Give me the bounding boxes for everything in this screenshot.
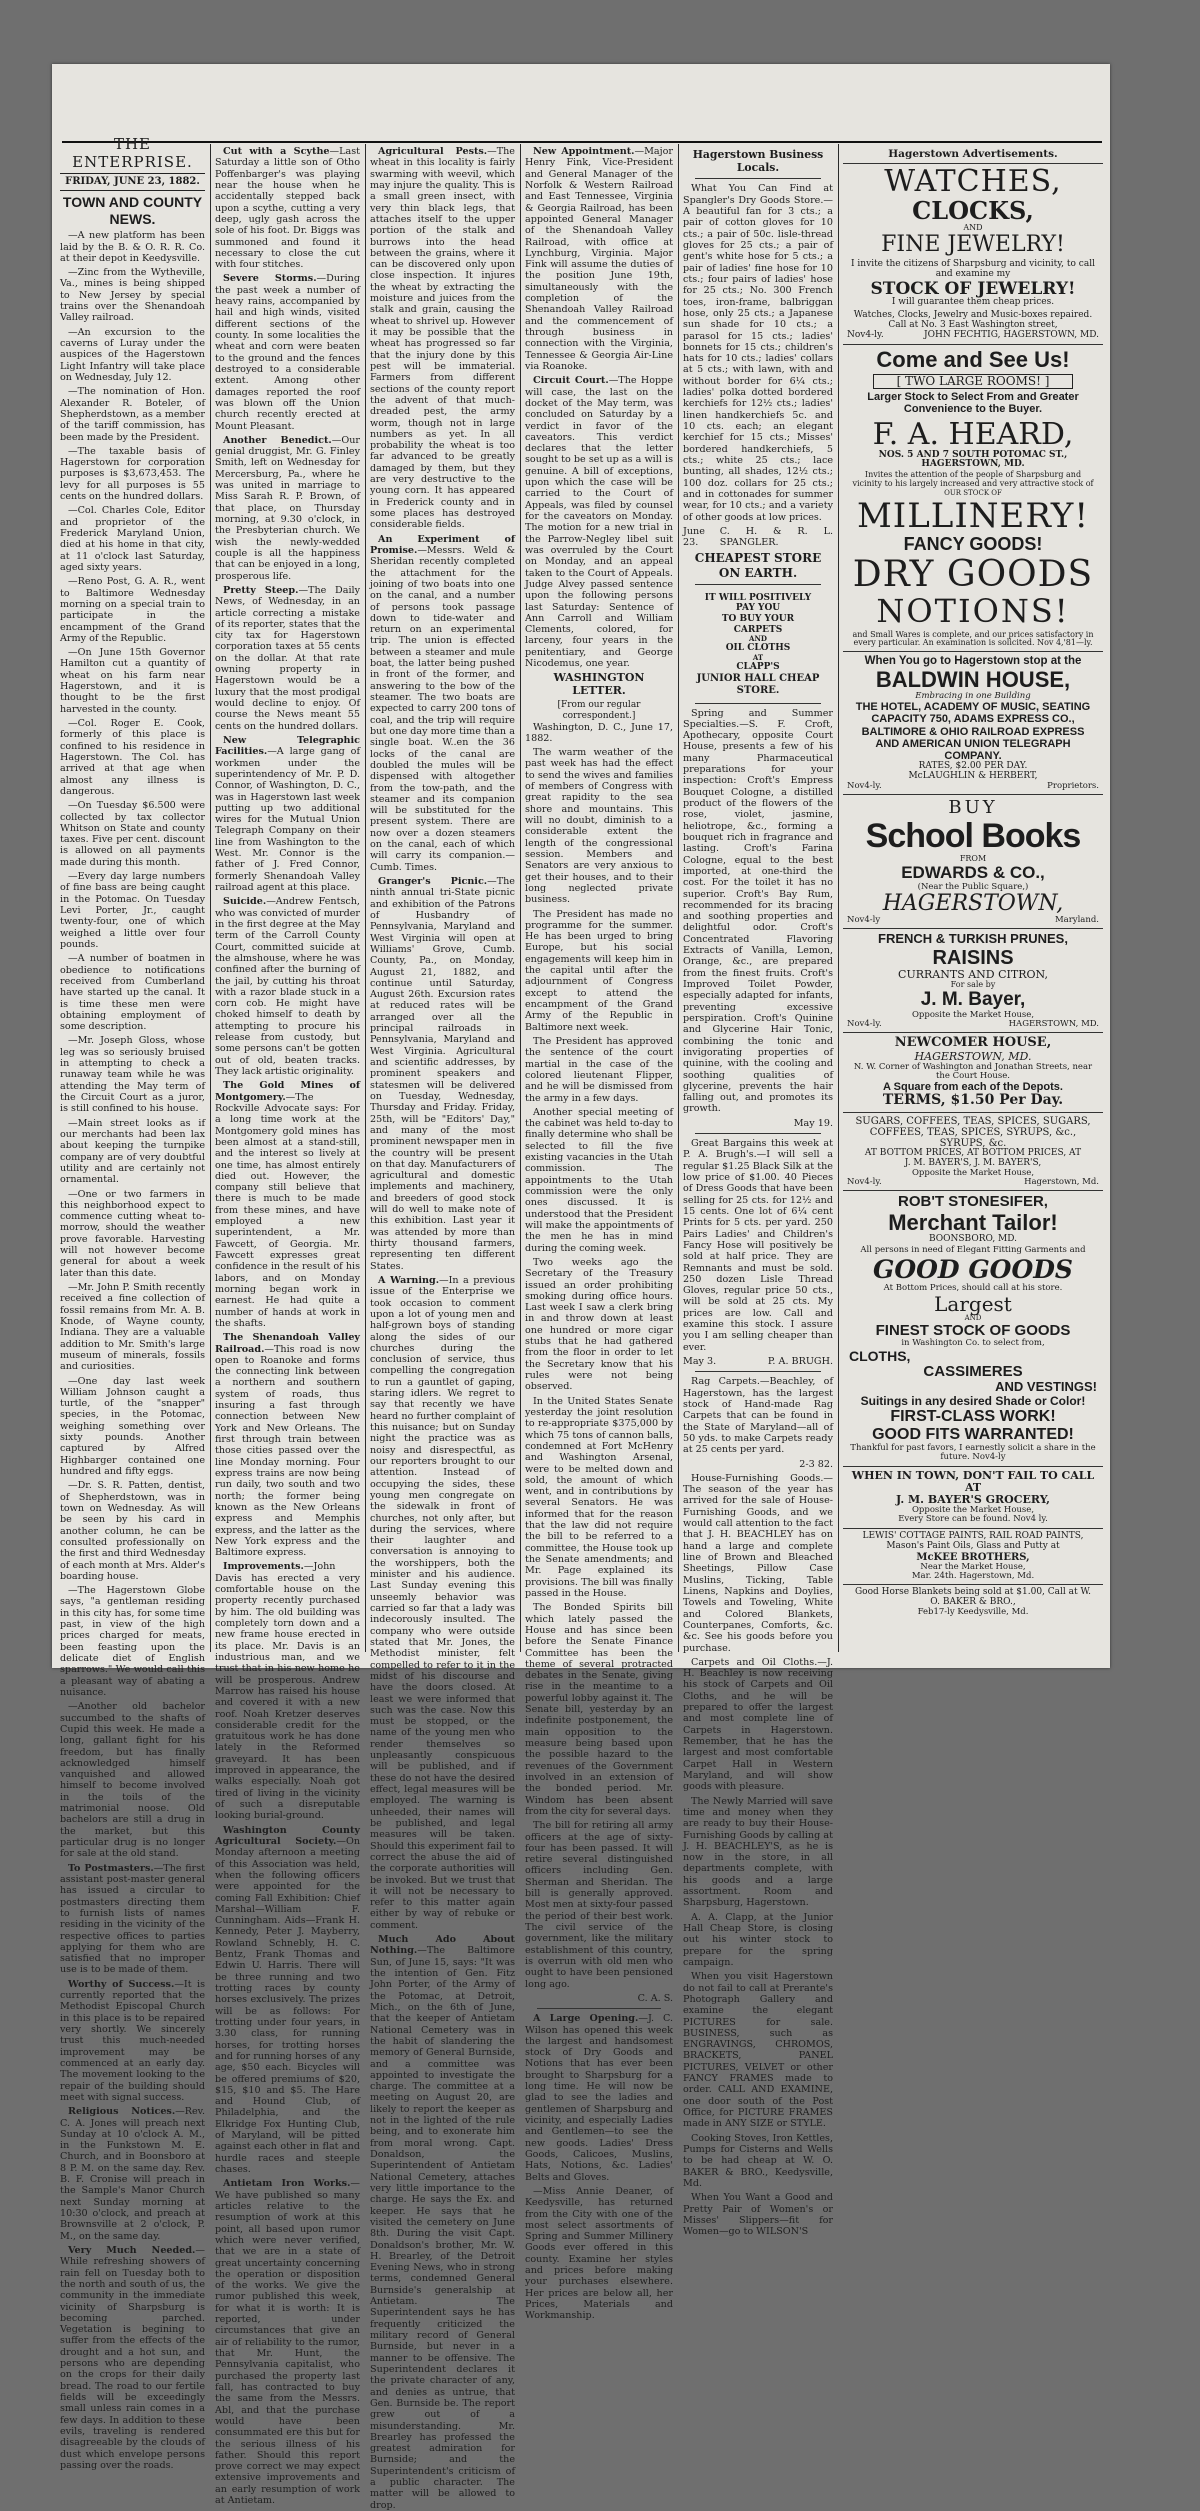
- top-rule: [62, 141, 1102, 143]
- article-heading: Another Benedict.: [223, 434, 332, 446]
- article: [215, 896, 360, 1077]
- article-heading: New Appointment.: [533, 146, 635, 157]
- article: [370, 876, 515, 1272]
- article-heading: New Telegraphic Facilities.: [215, 734, 360, 758]
- newspaper-page: [52, 64, 1110, 2511]
- column-rule: [520, 144, 521, 1652]
- article-body: —In a previous issue of the Enterprise we took occasion to comment upon a lot of young men and half-grown boys of standing along the sides of our churches during the conclusion of service, thus compelling the congregation to run a gauntlet of gaping, staring idlers. We regret to say that recently we have heard no further complaint of this nuisance; but on Sunday night the practice was as noisy and disrespectful, as our reporters brought to our attention. Instead of occupying the sides, these young men congregate on the sidewalk in front of churches, not only after, but during the services, where their laughter and conversation is annoying to the worshippers, both the minister and his audience. Last Sunday evening this unseemly behavior was carried so far that a lady was indecorously insulted. The company who were outside stated that Mr. Jones, the Methodist minister, felt compelled to refer to it in the midst of his discourse and have the doors closed. At least we were informed that such was the case. Now this must be stopped, or the name of the young men who render themselves so unpleasantly conspicuous will be published, and if these do not have the desired effect, legal measures will be employed. The warning is unheeded, their names will be published, and legal measures will be taken. Should this experiment fail to correct the abuse the aid of the corporate authorities will be invoked. But we trust that it will not be necessary to refer to this matter again either by way of rebuke or comment.: [370, 1274, 516, 1931]
- column-rule: [365, 144, 366, 1652]
- article-heading: Severe Storms.: [223, 273, 317, 285]
- column-1: [60, 135, 206, 2471]
- locals-title: Hagerstown Business Locals.: [692, 148, 824, 174]
- article-body: —On Monday afternoon a meeting of this Association was held, when the following officers were appointed for the coming Fall Exhibition: Chief Marshal—William F. Cunningham. Aids—Frank H. Kennedy, Peter J. Mayberry, Rowland Schnebly, H. C. Bentz, Frank Thomas and Edwin U. Harris. There will be three running and two trotting races by county horses exclusively. The prizes will be as follows: For trotting under four years, in 3.30 class, for running horses, for trotting horses and for running horses of any age, $50 each. Bicycles will be offered premiums of $20, $15, $10 and $5. The Hare and Hound Club, of Philadelphia, and the Elkridge Fox Hunting Club, of Maryland, will be pitted against each other in flat and hurdle races and steeple chases.: [215, 1835, 360, 2175]
- article-heading: Cut with a Scythe: [223, 146, 330, 157]
- article-body: —The Rockville Advocate says: For a long time work at the Montgomery gold mines has been almost at a stand-still, and the interest so lively at one time, has almost entirely died out. However, the company still believe that there is much to be made from these mines, and have employed a new superintendent, a Mr. Fawcett, of Georgia. Mr. Fawcett expresses great confidence in the result of his labors, and on Monday morning began work in earnest. He had quite a number of hands at work in the shafts.: [215, 1091, 360, 1329]
- article-body: —Messrs. Weld & Sheridan recently completed the attachment for the joining of two boats into one on the canal, and a number of persons took passage down to tide-water and return on an experimental trip. The union is effected between a steamer and mule boat, the latter being pushed in front of the former, and answering to the bow of the steamer. The two boats are expected to carry 200 tons of coal, and the trip will require but one day more time than a single boat. W..en the 36 locks of the canal are doubled the mules will be dispensed with altogether from the tow-path, and the steamer and its companion will be substituted for the present system. There are now over a dozen steamers on the canal, each of which will carry its companion.—Cumb. Times.: [370, 544, 515, 873]
- school-books-headline: School Books: [865, 816, 1081, 855]
- article: The President has approved the sentence of the court martial in the case of the colored lieutenant Flipper, and he will be dismissed from the army in a few days.: [525, 1035, 673, 1104]
- local-item: When You Want a Good and Pretty Pair of Women's or Misses' Slippers—fit for Women—go to WILSON'S: [683, 2192, 833, 2238]
- local-item: Carpets and Oil Cloths.—J. H. Beachley is now receiving his stock of Carpets and Oil Cloths, and he will be prepared to offer the largest and most complete line of Carpets in Hagerstown. Remember, that he has the largest and most comfortable Carpet Hall in Western Maryland, and will show goods with pleasure.: [683, 1656, 833, 1793]
- article: [215, 1561, 360, 1821]
- article-heading: Improvements.: [223, 1561, 304, 1573]
- article-body: —We have published so many articles relative to the resumption of work at this point, all based upon rumor which were never verified, that we are in a state of great uncertainty concerning the operation or disposition of the works. We give the rumor published this week, for what it is worth: It is reported, under circumstances that give an air of reliability to the rumor, that Mr. Hunt, the Pennsylvania capitalist, who purchased the property last fall, has contracted to buy the same from the Messrs. Abl, and that the purchase would have been consummated ere this but for the serious illness of his father. Should this report prove correct we may expect extensive improvements and an early resumption of work at Antietam.: [215, 2178, 360, 2507]
- column-3: [370, 146, 516, 2511]
- article-body: —The wheat in this locality is fairly swarming with weevil, which may injure the quality. This is a small green insect, with very thin black legs, that attaches itself to the upper portion of the stalk and burrows into the head between the grains, where it can be discovered only upon close inspection. It injures the wheat by extracting the moisture and juices from the stalk and grain, causing the wheat to shrivel up. However it may be possible that the wheat has progressed so far that the injury done by this pest will be immaterial. Farmers from different sections of the county report the advent of that much-dreaded pest, the army worm, though not in large numbers as yet. In all probability the wheat is too far advanced to be greatly damaged by them, but they are very destructive to the young corn. It has appeared in Frederick county and in some places has destroyed considerable fields.: [370, 146, 515, 531]
- article-body: —Our genial druggist, Mr. G. Finley Smith, left on Wednesday for Mercersburg, Pa., where he was united in marriage to Miss Sarah R. P. Brown, of that place, on Thursday morning, at 9.30 o'clock, in the Presbyterian church. We wish the newly-wedded couple is all the happiness that can be enjoyed in a long, prosperous life.: [215, 434, 360, 582]
- letter-dateline: Washington, D. C., June 17, 1882.: [525, 721, 673, 744]
- article: —Zinc from the Wytheville, Va., mines is being shipped to New Jersey by special trains over the Shenandoah Valley railroad.: [60, 267, 205, 324]
- local-item: House-Furnishing Goods.—The season of the year has arrived for the sale of House-Furnishing Goods, and we would call attention to the fact that J. H. BEACHLEY has on hand a large and complete line of Brown and Bleached Sheetings, Pillow Case Muslins, Ticking, Table Linens, Napkins and Doylies, Towels and Toweling, White and Colored Blankets, Counterpanes, Comforts, &c. &c. See his goods before you purchase.: [683, 1472, 833, 1654]
- article-heading: Antietam Iron Works.: [223, 2178, 351, 2190]
- article-heading: Agricultural Pests.: [378, 146, 488, 157]
- column-rule: [838, 144, 839, 1652]
- article: Two weeks ago the Secretary of the Treasury issued an order prohibiting smoking during office hours. Last week I saw a clerk bring in and throw down at least one hundred or more cigar stubs that he had gathered from the floor in order to let the Secretary know that his rules were not being observed.: [525, 1256, 673, 1393]
- local-item: When you visit Hagerstown do not fail to call at Prerante's Photograph Gallery and examine the elegant PICTURES for sale. BUSINESS, such as ENGRAVINGS, CHROMOS, BRACKETS, PANEL PICTURES, VELVET or other FANCY FRAMES made to order. CALL AND EXAMINE, one door south of the Post Office, for PICTURE FRAMES made in ANY SIZE or STYLE.: [683, 1971, 833, 2130]
- section-title: TOWN AND COUNTY NEWS.: [62, 194, 203, 227]
- article-body: —The Hoppe will case, the last on the docket of the May term, was concluded on Saturday by a verdict in favor of the caveators. This verdict declares that the letter sought to be set up as a will is genuine. A bill of exceptions, upon which the case will be carried to the Court of Appeals, was filed by counsel for the caveators on Monday. The motion for a new trial in the Parrow-Negley libel suit was overruled by the Court on Monday, and an appeal taken to the Court of Appeals. Judge Alvey passed sentence upon the following persons last Saturday: Sentence of Ann Carroll and William Clements, colored, for larceny, four years in the penitentiary, and George Nicodemus, one year.: [525, 375, 673, 670]
- article: [215, 2178, 360, 2506]
- article: —Miss Annie Deaner, of Keedysville, has returned from the City with one of the most select assortments of Spring and Summer Millinery Goods ever offered in this county. Examine her styles and prices before making your purchases elsewhere. Her prices are below all, her Prices, Materials and Workmanship.: [525, 2185, 673, 2322]
- article: Another special meeting of the cabinet was held to-day to finally determine who shall be selected to fill the five existing vacancies in the Utah commission. The appointments to the Utah commission were the only ones discussed. It is understood that the President will make the appointments of the men he has in mind during the coming week.: [525, 1106, 673, 1254]
- letter-signature: C. A. S.: [637, 1992, 673, 2004]
- article-body: —The Daily News, of Wednesday, in an article correcting a mistake of its reporter, states that the city tax for Hagerstown corporation taxes at 55 cents on the dollar. At that rate owning property in Hagerstown would be a luxury that the most prodigal would decline to enjoy. Of course the News meant 55 cents on the hundred dollars.: [215, 584, 360, 732]
- article: —Main street looks as if our merchants had been lax about keeping the turnpike company are of very doubtful utility and are certainly not ornamental.: [60, 1117, 205, 1186]
- column-4: [525, 146, 673, 2322]
- article-body: —The Baltimore Sun, of June 15, says: "It was the intention of Gen. Fitz John Porter, of the Army of the Potomac, at Detroit, Mich., on the 6th of June, that the keeper of Antietam National Cemetery was in the habit of slandering the memory of General Burnside, and a committee was appointed to investigate the charge. The committee at a meeting on August 20, are likely to report the keeper as not in the lighted of the rule being, and to exonerate him from moral wrong. Capt. Donaldson, the Superintendent of Antietam National Cemetery, attaches very little importance to the charge. He says the Ex. and keeper. He says that he visited the cemetery on June 8th. During the visit Capt. Donaldson's brother, Mr. W. H. Brearley, of the Detroit Evening News, who in strong terms, condemned General Burnside's generalship at Antietam. The Superintendent says he has frequently criticized the military record of General Burnside, but never in a manner to be offensive. The Superintendent declares it the private character of any, and denies as untrue, that Gen. Burnside be. The report grew out of a misunderstanding. Mr. Brearley has professed the greatest admiration for Burnside; and the Superintendent's criticism of a public character. The matter will be allowed to drop.: [370, 1945, 515, 2511]
- article: —One day last week William Johnson caught a turtle, of the "snapper" species, in the Potomac, weighing something over sixty pounds. Another captured by Alfred Highbarger contained one hundred and fifty eggs.: [60, 1375, 205, 1478]
- article-heading: The Shenandoah Valley Railroad.: [215, 1332, 360, 1355]
- article-heading: Much Ado About Nothing.: [370, 1934, 515, 1957]
- article: Worthy of Success.—It is currently reported that the Methodist Episcopal Church in this place is to be repaired very shortly. We sincerely trust this much-needed improvement may be commenced at an early day. The movement looking to the repair of the building should meet with signal success.: [60, 1978, 206, 2103]
- article-heading: A Warning.: [378, 1274, 440, 1286]
- article: The President has made no programme for the summer. He has been urged to bring Europe, but his social engagements will keep him in the capital until after the adjournment of Congress except to attend the encampment of the Grand Army of the Republic in Baltimore next week.: [525, 908, 673, 1033]
- article: [525, 146, 673, 372]
- heard-name: F. A. HEARD,: [872, 416, 1074, 452]
- article: [370, 534, 515, 873]
- article: —An excursion to the caverns of Luray under the auspices of the Hagerstown Light Infantry will take place on Wednesday, July 12.: [60, 326, 205, 383]
- article: —Col. Charles Cole, Editor and proprietor of the Frederick Maryland Union, died at his home in that city, at 11 o'clock last Saturday, aged sixty years.: [60, 505, 205, 573]
- article: —Another old bachelor succumbed to the shafts of Cupid this week. He made a long, gallant fight for his freedom, but has finally acknowledged himself vanquished and allowed himself to become involved in the toils of the matrimonial noose. Old bachelors are still a drug in the market, but this particular drug is no longer for sale at the old stand.: [60, 1701, 205, 1860]
- letter-sub: [From our regular correspondent.]: [557, 700, 641, 721]
- article: Religious Notices.—Rev. C. A. Jones will preach next Sunday at 10 o'clock A. M., in the Funkstown M. E. Church, and in Boonsboro at 8 P. M. on the same day. Rev. B. F. Cronise will preach in the Sample's Manor Church next Sunday morning at 10:30 o'clock, and preach at Brownsville at 2 o'clock, P. M., on the same day.: [60, 2106, 205, 2242]
- masthead-date: FRIDAY, JUNE 23, 1882.: [60, 176, 205, 191]
- washington-letter-title: WASHINGTON LETTER.: [553, 671, 645, 698]
- article-body: —Major Henry Fink, Vice-President and General Manager of the Norfolk & Western Railroad and East Tennessee, Virginia & Georgia Railroad, has been appointed General Manager of the Shenandoah Valley Railroad, with office at Lynchburg, Virginia. Major Fink will assume the duties of the position June 19th, simultaneously with the completion of the Shenandoah Valley Railroad and the commencement of through business in connection with the Virginia, Tennessee & Georgia Air-Line via Roanoke.: [525, 146, 673, 372]
- article-body: —Last Saturday a little son of Otho Poffenbarger's was playing near the house when he accidentally stepped back upon a scythe, cutting a very deep, ugly gash across the sole of his foot. Dr. Biggs was summoned and found it necessary to close the cut with four stitches.: [215, 146, 360, 271]
- article: —On June 15th Governor Hamilton cut a quantity of wheat on his farm near Hagerstown, and it is thought to be the first harvested in the county.: [60, 647, 205, 715]
- article-body: —The ninth annual tri-State picnic and exhibition of the Patrons of Husbandry of Pennsylvania, Maryland and West Virginia will open at Williams' Grove, Cumb. County, Pa., on Monday, August 21, 1882, and continue until Saturday, August 26th. Excursion rates at reduced rates will be arranged over all the principal railroads in Pennsylvania, Maryland and West Virginia. Agricultural and scientific addresses, by prominent speakers and statesmen will be delivered on Tuesday, Wednesday, Thursday and Friday. Friday, 25th, will be "Editors' Day," and many of the most prominent newspaper men in the country will be present on that day. Manufacturers of agricultural and domestic implements and machinery, and breeders of good stock will do well to make note of this exhibition. Last year it was attended by more than thirty thousand farmers, representing ten different States.: [370, 876, 515, 1272]
- local-item: A. A. Clapp, at the Junior Hall Cheap Store, is closing out his winter stock to prepare for the spring campaign.: [683, 1911, 833, 1968]
- article: [525, 375, 673, 669]
- article-body: —Andrew Fentsch, who was convicted of murder in the first degree at the May term of the Carroll County Court, committed suicide at the almshouse, where he was confined after the burning of the jail, by cutting his throat with a razor blade stuck in a corn cob. He might have choked himself to death by attempting to procure his release from custody, but some persons can't be gotten out of old, beaten tracks. They lack artistic originality.: [215, 896, 360, 1077]
- article: [215, 1332, 360, 1558]
- article-body: —John Davis has erected a very comfortable house on the property recently purchased by him. The old building was completely torn down and a new frame house erected in its place. Mr. Davis is an industrious man, and we trust that in his new home he will be prosperous. Andrew Marrow has raised his house and covered it with a new roof. Noah Kretzer deserves considerable credit for the gratuitous work he has done lately in the Reformed graveyard. It has been improved in appearance, the walks especially. Noah got tired of living in the vicinity of such a disreputable looking burial-ground.: [215, 1561, 360, 1822]
- article: —One or two farmers in this neighborhood expect to commence cutting wheat to-morrow, should the weather prove favorable. Harvesting will not however become general for about a week later than this date.: [60, 1188, 205, 1279]
- article: —Every day large numbers of fine bass are being caught in the Potomac. On Tuesday Levi Porter, Jr., caught twenty-four, one of which weighed a little over four pounds.: [60, 871, 205, 950]
- article: —The nomination of Hon. Alexander R. Boteler, of Shepherdstown, as a member of the tariff commission, has been made by the President.: [60, 386, 205, 443]
- column-2: [215, 146, 360, 2507]
- local-item: Rag Carpets.—Beachley, of Hagerstown, has the largest stock of Hand-made Rag Carpets that can be found in the State of Maryland—all of 50 yds. to make Carpets ready at 25 cents per yard.: [683, 1376, 833, 1456]
- article-heading: Washington County Agricultural Society.: [215, 1824, 360, 1847]
- masthead-title: THE ENTERPRISE.: [60, 136, 205, 174]
- article-body: —During the past week a number of heavy rains, accompanied by hail and high winds, visited different sections of the county. In some localities the wheat and corn were beaten to the ground and the fences destroyed to a considerable extent. Among other damages reported the roof was blown off the Union church recently erected at Mount Pleasant.: [215, 273, 360, 432]
- article: —Reno Post, G. A. R., went to Baltimore Wednesday morning on a special train to participate in the encampment of the Grand Army of the Republic.: [60, 576, 205, 644]
- article: The Bonded Spirits bill which lately passed the House and has since been before the Senate Finance Committee has been the theme of several protracted debates in the Senate, giving rise in the meantime to a powerful lobby against it. The Senate bill, yesterday by an indefinite postponement, the main opposition to the measure being based upon the possible hazard to the revenues of the Government involved in an extension of the bonded period. Mr. Windom has been absent from the city for several days.: [525, 1602, 673, 1817]
- local-item: What You Can Find at Spangler's Dry Goods Store.—A beautiful fan for 3 cts.; a pair of cotton gloves for 10 cts.; a pair of 50c. lisle-thread gloves for 25 cts.; a pair of gent's white hose for 5 cts.; a pair of ladies' fine hose for 10 cts.; four pairs of ladies' hose for 25 cts.; No. 300 French toes, iron-frame, balbriggan hose, only 25 cts.; a Japanese sun shade for 10 cts.; a parasol for 15 cts.; ladies' bonnets for 15 cts.; children's hats for 10 cts.; ladies' collars at 5 cts.; with lawn, with and without border for 6¼ cts.; ladies' polka dotted bordered kerchiefs for 12½ cts.; ladies' linen handkerchiefs 5c. and 10 cts. each; an elegant kerchief for 15 cts.; Misses' bordered handkerchiefs, 5 cts.; white 25 cts.; lace bunting, all shades, 12½ cts.; 100 doz. collars for 25 cts.; and in cottonades for summer wear, for 10 cts.; and a variety of other goods at low prices.: [683, 183, 833, 523]
- article: —A number of boatmen in obedience to notifications received from Cumberland have started up the canal. It is time these men were obtaining employment of some description.: [60, 953, 205, 1033]
- local-item: Cooking Stoves, Iron Kettles, Pumps for Cisterns and Wells to be had cheap at W. O. BAKER & BRO., Keedysville, Md.: [683, 2132, 833, 2189]
- article-heading: Suicide.: [223, 896, 267, 908]
- watches-headline: WATCHES,: [884, 163, 1062, 199]
- article: A Large Opening.—J. C. Wilson has opened this week the largest and handsomest stock of Dry Goods and Notions that has ever been brought to Sharpsburg for a long time. He will now be glad to see the ladies and gentlemen of Sharpsburg and vicinity, and especially Ladies and Gentlemen—to see the new goods. Ladies' Dress Goods, Calicoes, Muslins, Hats, Notions, &c. Ladies' Belts and Gloves.: [525, 2013, 673, 2183]
- article: —Mr. John P. Smith recently received a fine collection of fossil remains from Mr. A. B. Knode, of Wayne county, Indiana. They are a valuable addition to Mr. Smith's large museum of minerals, fossils and curiosities.: [60, 1282, 205, 1373]
- news-items: [60, 230, 205, 1859]
- article-heading: Circuit Court.: [533, 375, 609, 387]
- column-6-advertisements: Hagerstown Advertisements. WATCHES, CLOCKS, AND FINE JEWELRY! I invite the citizens of Sharpsburg and vicinity, to call and examine my STOCK OF JEWELRY! I will guarantee them cheap prices. Watches, Clocks, Jewelry and Music-boxes repaired. Call at No. 3 East Washington street, Nov4-ly. JOHN FECHTIG, HAGERSTOWN, MD. Come and See Us! [ TWO LARGE ROOMS! ] Larger Stock to Select From and Greater Convenience to the Buyer. F. A. HEARD, NOS. 5 AND 7 SOUTH POTOMAC ST., HAGERSTOWN, MD. Invites the attention of the people of Sharpsburg and vicinity to his largely increased and very attractive stock of OUR STOCK OF MILLINERY! FANCY GOODS! DRY GOODS NOTIONS! and Small Wares is complete, and our prices satisfactory in every particular. An examination is solicited. Nov 4,'81—ly. When You go to Hagerstown stop at the BALDWIN HOUSE, Embracing in one Building THE HOTEL, ACADEMY OF MUSIC, SEATING CAPACITY 750, ADAMS EXPRESS CO., BALTIMORE & OHIO RAILROAD EXPRESS AND AMERICAN UNION TELEGRAPH COMPANY. RATES, $2.00 PER DAY. McLAUGHLIN & HERBERT, Nov4-ly. Proprietors. BUY School Books FROM EDWARDS & CO., (Near the Public Square,) HAGERSTOWN, Nov4-ly Maryland. FRENCH & TURKISH PRUNES, RAISINS CURRANTS AND CITRON, For sale by J. M. Bayer, Opposite the Market House, Nov4-ly. HAGERSTOWN, MD. NEWCOMER HOUSE, HAGERSTOWN, MD. N. W. Corner of Washington and Jonathan Streets, near the Court House. A Square from each of the Depots. TERMS, $1.50 Per Day. SUGARS, COFFEES, TEAS, SPICES, SUGARS, COFFEES, TEAS, SPICES, SYRUPS, &c., SYRUPS, &c. AT BOTTOM PRICES, AT BOTTOM PRICES, AT J. M. BAYER'S, J. M. BAYER'S, Opposite the Market House, Nov4-ly. Hagerstown, Md. ROB'T STONESIFER, Merchant Tailor! BOONSBORO, MD. All persons in need of Elegant Fitting Garments and GOOD GOODS At Bottom Prices, should call at his store. Largest AND FINEST STOCK OF GOODS in Washington Co. to select from, CLOTHS, CASSIMERES AND VESTINGS! Suitings in any desired Shade or Color! FIRST-CLASS WORK! GOOD FITS WARRANTED! Thankful for past favors, I earnestly solicit a share in the future. Nov4-ly WHEN IN TOWN, DON'T FAIL TO CALL AT J. M. BAYER'S GROCERY, Opposite the Market House, Every Store can be found. Nov4 ly. LEWIS' COTTAGE PAINTS, RAIL ROAD PAINTS, Mason's Paint Oils, Glass and Putty at McKEE BROTHERS, Near the Market House, Mar. 24th. Hagerstown, Md. Good Horse Blankets being sold at $1.00, Call at W. O. BAKER & BRO., Feb17-ly Keedysville, Md.: [843, 146, 1103, 1652]
- article: The warm weather of the past week has had the effect to send the wives and families of members of Congress with great rapidity to the sea shore and mountains. This will no doubt, diminish to a considerable extent the length of the congressional session. Members and Senators are very anxious to get their houses, and to their long neglected private business.: [525, 747, 673, 906]
- column-5: Hagerstown Business Locals. What You Can Find at Spangler's Dry Goods Store.—A beautiful fan for 3 cts.; a pair of cotton gloves for 10 cts.; a pair of 50c. lisle-thread gloves for 25 cts.; a pair of gent's white hose for 5 cts.; a pair of ladies' fine hose for 10 cts.; four pairs of ladies' hose for 25 cts.; No. 300 French toes, iron-frame, balbriggan hose, only 25 cts.; a Japanese sun shade for 10 cts.; a parasol for 15 cts.; ladies' bonnets for 15 cts.; children's hats for 10 cts.; ladies' collars at 5 cts.; with lawn, with and without border for 6¼ cts.; ladies' polka dotted bordered kerchiefs for 12½ cts.; ladies' linen handkerchiefs 5c. and 10 cts. each; an elegant kerchief for 15 cts.; Misses' bordered handkerchiefs, 5 cts.; white 25 cts.; lace bunting, all shades, 12½ cts.; 100 doz. collars for 25 cts.; and in cottonades for summer wear, for 10 cts.; and a variety of other goods at low prices. June 23. C. H. & R. L. SPANGLER. CHEAPEST STORE ON EARTH. IT WILL POSITIVELY PAY YOU TO BUY YOUR CARPETS AND OIL CLOTHS AT CLAPP'S JUNIOR HALL CHEAP STORE. Spring and Summer Specialties.—S. F. Croft, Apothecary, opposite Court House, presents a few of his many Pharmaceutical preparations for your inspection: Croft's Empress Bouquet Cologne, a distilled product of the flowers of the rose, violet, jasmine, heliotrope, &c., forming a bouquet rich in fragrance and lasting. Croft's Farina Cologne, equal to the best imported, at one-third the cost. For the toilet it has no superior. Croft's Bay Rum, recommended for its bracing and soothing properties and delightful odor. Croft's Concentrated Flavoring Extracts of Vanilla, Lemon, Orange, &c., are prepared from the finest fruits. Croft's Improved Toilet Powder, especially adapted for infants, preventing excessive perspiration. Croft's Quinine and Glycerine Hair Tonic, combining the tonic and invigorating properties of quinine, with the cooling and soothing qualities of glycerine, prevents the hair falling out, and promotes its growth. May 19. Great Bargains this week at P. A. Brugh's.—I will sell a regular $1.25 Black Silk at the low price of $1.00. 40 Pieces of Dress Goods that have been selling for 25 cts. for 12½ and 15 cents. One lot of 6¼ cent Prints for 5 cts. per yard. 250 Pairs Ladies' and Children's Fancy Hose will positively be sold at half price. They are Remnants and must be sold. 250 dozen Lisle Thread Gloves, regular price 50 cts., will be sold at 25 cts. My prices are low. Call and examine this stock. I assure you I am selling cheaper than ever. May 3. P. A. BRUGH. Rag Carpets.—Beachley, of Hagerstown, has the largest stock of Hand-made Rag Carpets that can be found in the State of Maryland—all of 50 yds. to make Carpets ready at 25 cents per yard. 2-3 82. House-Furnishing Goods.—The season of the year has arrived for the sale of House-Furnishing Goods, and we would call attention to the fact that J. H. BEACHLEY has on hand a large and complete line of Brown and Bleached Sheetings, Pillow Case Muslins, Ticking, Table Linens, Napkins and Doylies, Towels and Toweling, White and Colored Blankets, Counterpanes, Comforts, &c. &c. See his goods before you purchase. Carpets and Oil Cloths.—J. H. Beachley is now receiving his stock of Carpets and Oil Cloths, and he will be prepared to offer the largest and most complete line of Carpets in Hagerstown. Remember, that he has the largest and most comfortable Carpet Hall in Western Maryland, and will show goods with pleasure. The Newly Married will save time and money when they are ready to buy their House-Furnishing Goods by calling at J. H. BEACHLEY'S, as he is now in the store, in all departments complete, with his goods and a large assortment. Room and Sharpsburg, Hagerstown. A. A. Clapp, at the Junior Hall Cheap Store, is closing out his winter stock to prepare for the spring campaign. When you visit Hagerstown do not fail to call at Prerante's Photograph Gallery and examine the elegant PICTURES for sale. BUSINESS, such as ENGRAVINGS, CHROMOS, BRACKETS, PANEL PICTURES, VELVET or other FANCY FRAMES made to order. CALL AND EXAMINE, one door south of the Post Office, for PICTURE FRAMES made in ANY SIZE or STYLE. Cooking Stoves, Iron Kettles, Pumps for Cisterns and Wells to be had cheap at W. O. BAKER & BRO., Keedysville, Md. When You Want a Good and Pretty Pair of Women's or Misses' Slippers—fit for Women—go to WILSON'S: [683, 148, 833, 2238]
- article-body: —This road is now open to Roanoke and forms the connecting link between a northern and southern system of roads, thus insuring a fast through connection between New York and New Orleans. The first through train between those cities passed over the line Monday morning. Four express trains are now being run daily, two south and two north; the former being known as the New Orleans express and Memphis express, and the latter as the New York express and the Baltimore express.: [215, 1343, 360, 1559]
- article: [215, 735, 360, 893]
- local-item: Great Bargains this week at P. A. Brugh's.—I will sell a regular $1.25 Black Silk at the low price of $1.00. 40 Pieces of Dress Goods that have been selling for 25 cts. for 12½ and 15 cents. One lot of 6¼ cent Prints for 5 cts. per yard. 250 Pairs Ladies' and Children's Fancy Hose will positively be sold at half price. They are Remnants and must be sold. 250 dozen Lisle Thread Gloves, regular price 50 cts., will be sold at 25 cts. My prices are low. Call and examine this stock. I assure you I am selling cheaper than ever.: [683, 1138, 833, 1353]
- article: [215, 273, 360, 431]
- article: [370, 146, 515, 531]
- column-rule: [678, 144, 679, 1652]
- article: —Col. Roger E. Cook, formerly of this place is confined to his residence in Hagerstown. The Col. has arrived at that age when almost any illness is dangerous.: [60, 718, 205, 797]
- local-item: The Newly Married will save time and money when they are ready to buy their House-Furnishing Goods by calling at J. H. BEACHLEY'S, as he is now in the store, in all departments complete, with his goods and a large assortment. Room and Sharpsburg, Hagerstown.: [683, 1795, 833, 1909]
- article: [215, 585, 360, 732]
- article-heading: Pretty Steep.: [223, 584, 299, 596]
- clapp-ad-headline: CHEAPEST STORE ON EARTH.: [694, 551, 822, 580]
- article: In the United States Senate yesterday the joint resolution to re-appropriate $375,000 by which 75 tons of cannon balls, condemned at Fort McHenry and Washington Arsenal, were to be melted down and sold, the amount of which went, and in contributions by several Senators. He was informed that for the reason that the law did not require the bill to be referred to a committee, the House took up the Senate amendments; and Mr. Page explained its provisions. The bill was finally passed in the House.: [525, 1395, 673, 1599]
- article: [215, 435, 360, 582]
- column-rule: [210, 144, 211, 1652]
- article: —A new platform has been laid by the B. & O. R. R. Co. at their depot in Keedysville.: [60, 230, 205, 264]
- article: —On Tuesday $6.500 were collected by tax collector Whitson on State and county taxes. Five per cent. discount is allowed on all payments made during this month.: [60, 800, 205, 868]
- article-heading: An Experiment of Promise.: [370, 533, 515, 556]
- article: [370, 1275, 515, 1931]
- article: [370, 1934, 515, 2511]
- article-body: —A large gang of workmen under the superintendency of Mr. P. D. Connor, of Washington, D. C., was in Hagerstown last week putting up two additional wires for the Mutual Union Telegraph Company on their line from Washington to the West. Mr. Connor is the father of J. Fred Connor, formerly Shenandoah Valley railroad agent at this place.: [215, 746, 360, 893]
- article: [215, 1080, 360, 1329]
- article: —Mr. Joseph Gloss, whose leg was so seriously bruised in attempting to check a runaway team while he was attending the May term of the Circuit Court as a juror, is still confined to his house.: [60, 1035, 205, 1115]
- article-heading: The Gold Mines of Montgomery.: [215, 1080, 360, 1103]
- article-heading: Granger's Picnic.: [378, 876, 488, 887]
- article: The bill for retiring all army officers at the age of sixty-four has been passed. It will retire several distinguished officers including Gen. Sherman and Sheridan. The bill is generally approved. Most men at sixty-four passed the period of their best work. The civil service of the government, like the military establishment of this country, is overrun with old men who ought to have been pensioned long ago.: [525, 1820, 673, 1990]
- article: —The Hagerstown Globe says, "a gentleman residing in this city has, for some time past, in view of the high prices charged for meats, been feasting upon the delicate diet of English sparrows." We would call this a pleasant way of abating a nuisance.: [60, 1585, 205, 1698]
- article: To Postmasters.—The first assistant post-master general has issued a circular to postmasters directing them to furnish lists of names residing in the vicinity of the respective offices to parties applying for them who are satisfied that no improper use is to be made of them.: [60, 1862, 205, 1976]
- article: —The taxable basis of Hagerstown for corporation purposes is $3,673,453. The levy for all purposes is 55 cents on the hundred dollars.: [60, 445, 205, 503]
- article: [215, 146, 360, 270]
- local-item: Spring and Summer Specialties.—S. F. Croft, Apothecary, opposite Court House, presents a few of his many Pharmaceutical preparations for your inspection: Croft's Empress Bouquet Cologne, a distilled product of the flowers of the rose, violet, jasmine, heliotrope, &c., forming a bouquet rich in fragrance and lasting. Croft's Farina Cologne, equal to the best imported, at one-third the cost. For the toilet it has no superior. Croft's Bay Rum, recommended for its bracing and soothing properties and delightful odor. Croft's Concentrated Flavoring Extracts of Vanilla, Lemon, Orange, &c., are prepared from the finest fruits. Croft's Improved Toilet Powder, especially adapted for infants, preventing excessive perspiration. Croft's Quinine and Glycerine Hair Tonic, combining the tonic and invigorating properties of quinine, with the cooling and soothing qualities of glycerine, prevents the hair falling out, and promotes its growth.: [683, 707, 833, 1115]
- article: [215, 1825, 360, 2176]
- article: Very Much Needed.—While refreshing showers of rain fell on Tuesday both to the north and south of us, the community in the immediate vicinity of Sharpsburg is becoming parched. Vegetation is begining to suffer from the effects of the drought and a hot sun, and persons who are depending on the crops for their daily bread. The road to our fertile fields will be exceedingly small unless rain comes in a few days. In addition to these evils, traveling is rendered disagreeable by the clouds of dust which envelope persons passing over the roads.: [60, 2244, 205, 2471]
- article: —Dr. S. R. Patten, dentist, of Shepherdstown, was in town on Wednesday. As will be seen by his card in another column, he can be consulted professionally on the first and third Wednesday of each month at Mrs. Alder's boarding house.: [60, 1480, 205, 1582]
